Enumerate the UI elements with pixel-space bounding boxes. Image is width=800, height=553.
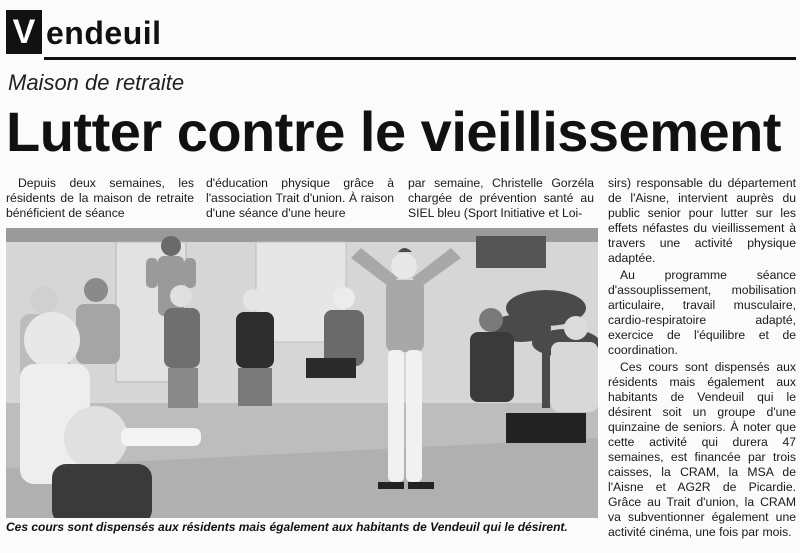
column-1-text: Depuis deux semaines, les résidents de la maison de retraite bénéficient de séance xyxy=(6,176,194,220)
column-3-text: par semaine, Christelle Gorzéla chargée de prévention santé au SIEL bleu (Sport Initiative et Loi- xyxy=(408,176,594,220)
article-column-4 xyxy=(608,176,796,542)
masthead-initial: V xyxy=(6,10,42,54)
article-headline: Lutter contre le vieillissement xyxy=(6,100,781,163)
masthead-town-name: endeuil xyxy=(46,15,162,51)
article-kicker: Maison de retraite xyxy=(8,70,185,95)
column-4-paragraph-3: Ces cours sont dispensés aux résidents mais également aux habitants de Vendeuil qui le désirent soit un groupe d'une quinzaine de seniors. À noter que cette activité qui durera 47 semaines, est financée par trois caisses, la CRAM, la MSA de l'Aisne et AG2R de Picardie. Grâce au Trait d'union, la CRAM va subventionner également une activité cinéma, une fois par mois. xyxy=(608,360,796,539)
photo-exercise-class-illustration xyxy=(6,228,598,518)
column-4-paragraph-2: Au programme séance d'assouplissement, mobilisation articulaire, travail musculaire, cardio-respiratoire adapté, exercice de l'équilibre et de coordination. xyxy=(608,268,796,357)
article-column-3 xyxy=(408,176,594,223)
article-column-1 xyxy=(6,176,194,223)
article-column-2 xyxy=(206,176,394,223)
photo-caption: Ces cours sont dispensés aux résidents mais également aux habitants de Vendeuil qui le désirent. xyxy=(6,520,568,534)
masthead-rule xyxy=(44,57,796,60)
column-4-paragraph-1: sirs) responsable du département de l'Aisne, intervient auprès du public senior pour lutter sur les effets néfastes du vieillissement à travers une activité physique adaptée. xyxy=(608,176,796,265)
masthead xyxy=(4,6,800,60)
article-photo xyxy=(6,228,598,518)
column-2-text: d'éducation physique grâce à l'association Trait d'union. À raison d'une séance d'une heure xyxy=(206,176,394,220)
